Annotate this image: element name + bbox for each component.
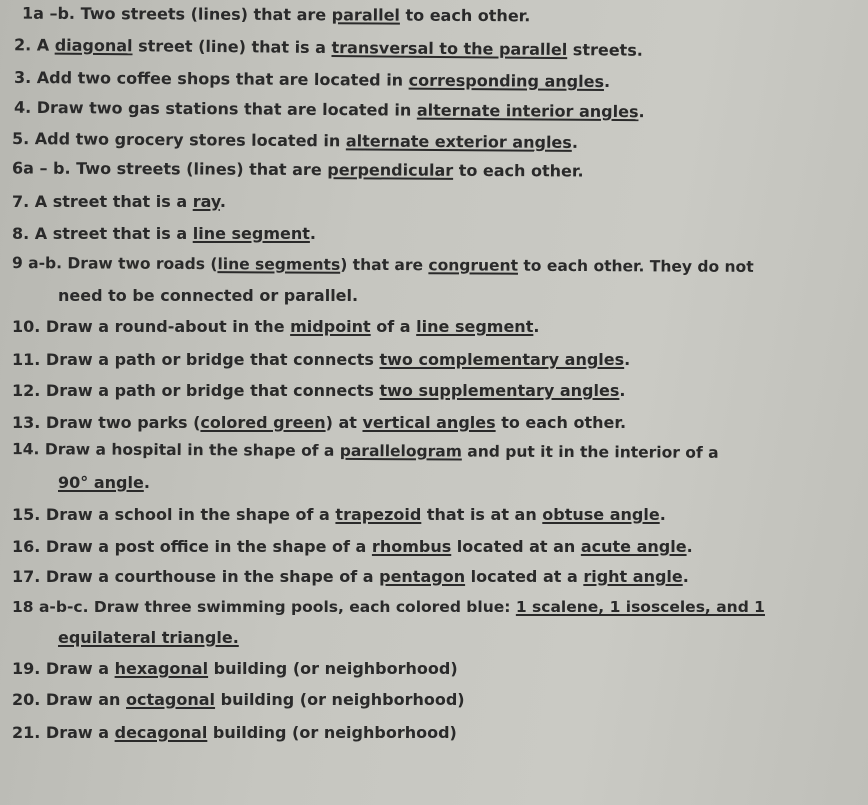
item-2 bbox=[14, 35, 643, 59]
text-segment: 7. A street that is a bbox=[12, 192, 193, 211]
underlined-term: decagonal bbox=[114, 723, 208, 742]
text-segment: 21. Draw a bbox=[12, 723, 115, 742]
item-8 bbox=[12, 224, 316, 243]
underlined-term: parallel bbox=[331, 5, 401, 25]
item-12 bbox=[12, 381, 625, 400]
text-segment: building (or neighborhood) bbox=[207, 723, 457, 742]
item-14 bbox=[12, 440, 719, 462]
underlined-term: trapezoid bbox=[335, 505, 422, 524]
text-segment: . bbox=[619, 381, 626, 400]
text-segment: . bbox=[659, 505, 666, 524]
text-segment: . bbox=[682, 567, 689, 586]
text-segment: located at an bbox=[451, 537, 581, 556]
text-segment: 14. Draw a hospital in the shape of a bbox=[11, 440, 340, 460]
item-3 bbox=[14, 68, 610, 91]
underlined-term: line segment bbox=[192, 224, 310, 243]
item-6ab bbox=[12, 159, 584, 181]
underlined-term: diagonal bbox=[54, 35, 133, 56]
item-15 bbox=[12, 505, 666, 524]
text-segment: 12. Draw a path or bridge that connects bbox=[12, 381, 380, 400]
underlined-term: transversal to the parallel bbox=[331, 38, 568, 60]
item-4 bbox=[14, 98, 645, 121]
text-segment: . bbox=[686, 537, 693, 556]
text-segment: 17. Draw a courthouse in the shape of a bbox=[12, 567, 380, 586]
text-segment: . bbox=[571, 132, 578, 152]
item-9ab bbox=[12, 254, 754, 276]
text-segment: ) at bbox=[325, 413, 363, 432]
text-segment: and put it in the interior of a bbox=[461, 442, 719, 462]
underlined-term: line segments bbox=[217, 255, 341, 274]
item-20 bbox=[12, 690, 465, 709]
underlined-term: alternate exterior angles bbox=[345, 131, 572, 152]
text-segment: 1a –b. Two streets (lines) that are bbox=[21, 3, 332, 25]
underlined-term: 90° angle bbox=[58, 473, 144, 492]
item-17 bbox=[12, 567, 689, 586]
text-segment: to each other. They do not bbox=[517, 256, 754, 276]
text-segment: . bbox=[309, 224, 316, 243]
item-18abc-continued bbox=[58, 628, 239, 647]
text-segment: . bbox=[533, 317, 540, 336]
text-segment: that is at an bbox=[421, 505, 543, 524]
item-10 bbox=[12, 317, 539, 336]
text-segment: of a bbox=[370, 317, 417, 336]
underlined-term: line segment bbox=[416, 317, 534, 336]
item-5 bbox=[12, 129, 578, 152]
text-segment: streets. bbox=[567, 40, 643, 60]
text-segment: . bbox=[624, 350, 631, 369]
text-segment: 9 a-b. Draw two roads ( bbox=[11, 254, 218, 274]
underlined-term: octagonal bbox=[126, 690, 216, 709]
underlined-term: pentagon bbox=[379, 567, 466, 586]
text-segment: 13. Draw two parks ( bbox=[12, 413, 201, 432]
item-1ab bbox=[22, 4, 530, 26]
item-21 bbox=[12, 723, 457, 742]
underlined-term: obtuse angle bbox=[542, 505, 660, 524]
text-segment: 16. Draw a post office in the shape of a bbox=[12, 537, 372, 556]
text-segment: ) that are bbox=[340, 255, 429, 275]
text-segment: to each other. bbox=[399, 5, 531, 26]
underlined-term: acute angle bbox=[580, 537, 687, 556]
text-segment: 3. Add two coffee shops that are located in bbox=[13, 67, 409, 90]
underlined-term: colored green bbox=[200, 413, 326, 432]
item-11 bbox=[12, 350, 630, 369]
text-segment: 8. A street that is a bbox=[12, 224, 193, 243]
underlined-term: perpendicular bbox=[327, 160, 454, 180]
underlined-term: right angle bbox=[583, 567, 683, 586]
item-9ab-continued bbox=[58, 286, 358, 305]
underlined-term: two complementary angles bbox=[379, 350, 625, 369]
underlined-term: vertical angles bbox=[362, 413, 496, 432]
text-segment: to each other. bbox=[453, 160, 584, 181]
underlined-term: midpoint bbox=[290, 317, 371, 336]
item-7 bbox=[12, 192, 226, 211]
text-segment: need to be connected or parallel. bbox=[58, 286, 359, 305]
underlined-term: 1 scalene, 1 isosceles, and 1 bbox=[515, 598, 765, 616]
text-segment: 18 a-b-c. Draw three swimming pools, each colored blue: bbox=[12, 598, 516, 616]
underlined-term: congruent bbox=[428, 256, 519, 275]
underlined-term: ray bbox=[192, 192, 220, 211]
text-segment: 15. Draw a school in the shape of a bbox=[12, 505, 336, 524]
item-19 bbox=[12, 659, 458, 678]
text-segment: . bbox=[219, 192, 226, 211]
underlined-term: two supplementary angles bbox=[379, 381, 620, 400]
underlined-term: parallelogram bbox=[339, 441, 462, 461]
text-segment: . bbox=[143, 473, 150, 492]
text-segment: 2. A bbox=[13, 35, 55, 55]
text-segment: building (or neighborhood) bbox=[208, 659, 458, 678]
text-segment: 4. Draw two gas stations that are located in bbox=[13, 97, 417, 120]
item-14-continued bbox=[58, 473, 150, 492]
text-segment: . bbox=[603, 72, 611, 92]
text-segment: 20. Draw an bbox=[12, 690, 126, 709]
item-16 bbox=[12, 537, 693, 556]
underlined-term: alternate interior angles bbox=[416, 100, 639, 122]
item-13 bbox=[12, 413, 626, 432]
text-segment: located at a bbox=[465, 567, 584, 586]
text-segment: 10. Draw a round-about in the bbox=[12, 317, 291, 336]
text-segment: street (line) that is a bbox=[132, 36, 332, 58]
underlined-term: corresponding angles bbox=[408, 70, 605, 92]
text-segment: 11. Draw a path or bridge that connects bbox=[12, 350, 380, 369]
text-segment: 19. Draw a bbox=[12, 659, 115, 678]
underlined-term: hexagonal bbox=[114, 659, 209, 678]
item-18abc bbox=[12, 598, 765, 616]
underlined-term: equilateral triangle. bbox=[58, 628, 239, 647]
text-segment: 6a – b. Two streets (lines) that are bbox=[11, 158, 328, 180]
text-segment: 5. Add two grocery stores located in bbox=[11, 129, 346, 151]
underlined-term: rhombus bbox=[371, 537, 452, 556]
text-segment: to each other. bbox=[495, 413, 627, 432]
text-segment: . bbox=[638, 102, 645, 122]
text-segment: building (or neighborhood) bbox=[215, 690, 465, 709]
